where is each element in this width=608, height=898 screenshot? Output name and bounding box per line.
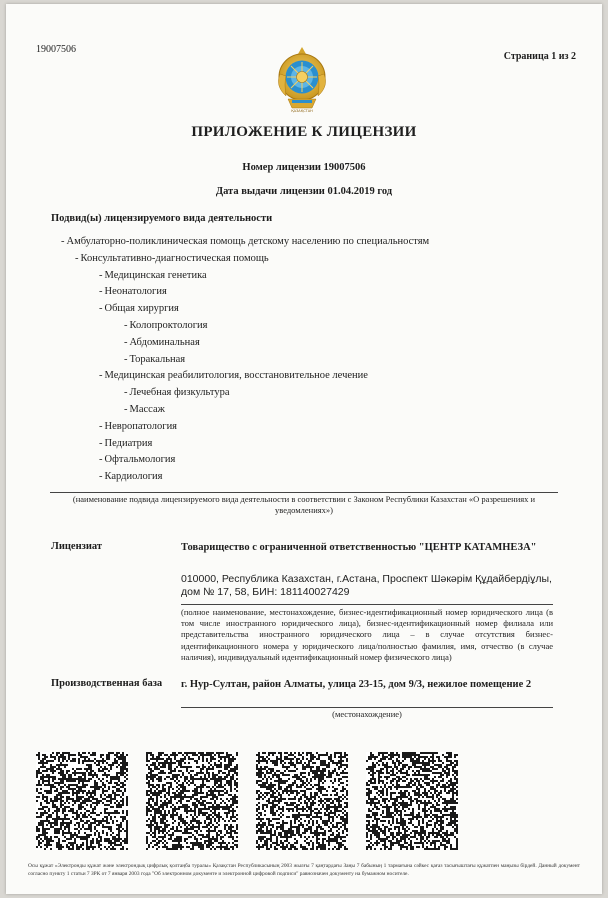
subtype-label: Медицинская генетика xyxy=(104,269,207,281)
list-dash: - xyxy=(124,404,128,415)
licensee-name: Товарищество с ограниченной ответственностью "ЦЕНТР КАТАМНЕЗА" xyxy=(181,542,537,553)
list-dash: - xyxy=(124,353,128,365)
page-indicator: Страница 1 из 2 xyxy=(503,51,576,62)
subtype-item xyxy=(99,303,179,314)
subtype-label: Массаж xyxy=(129,404,165,415)
divider xyxy=(181,707,553,708)
subtype-label: Медицинская реабилитология, восстановительное лечение xyxy=(104,370,368,382)
licensee-address: 010000, Республика Казахстан, г.Астана, Проспект Шәкәрім Құдайбердіұлы, дом № 17, 58, БИН: 181140027429 xyxy=(181,573,552,598)
document-number: 19007506 xyxy=(36,44,76,55)
svg-text:ҚАЗАҚСТАН: ҚАЗАҚСТАН xyxy=(291,109,313,113)
subtype-label: Консультативно-диагностическая помощь xyxy=(80,252,269,264)
list-dash: - xyxy=(99,286,103,298)
list-dash: - xyxy=(75,252,79,264)
licensee-label: Лицензиат xyxy=(51,541,103,552)
issue-date: Дата выдачи лицензии 01.04.2019 год xyxy=(215,186,393,197)
subtype-label: Кардиология xyxy=(104,471,163,483)
subtype-label: Невропатология xyxy=(104,420,178,432)
subtype-label: Лечебная физкультура xyxy=(129,387,230,399)
subtype-item xyxy=(124,387,230,398)
subtype-item xyxy=(124,320,207,331)
subtype-item xyxy=(99,471,162,482)
page-title: ПРИЛОЖЕНИЕ К ЛИЦЕНЗИИ xyxy=(191,124,417,140)
qr-code-3 xyxy=(256,752,348,850)
list-dash: - xyxy=(124,387,128,399)
subtype-item xyxy=(99,438,152,449)
list-dash: - xyxy=(61,236,65,247)
subtype-label: Педиатрия xyxy=(104,437,153,449)
list-dash: - xyxy=(99,420,103,432)
license-number: Номер лицензии 19007506 xyxy=(242,162,366,173)
subtype-item xyxy=(99,270,207,281)
list-dash: - xyxy=(124,336,128,348)
list-dash: - xyxy=(124,320,128,331)
subtype-label: Колопроктология xyxy=(129,320,208,331)
divider xyxy=(181,604,553,605)
subtypes-heading: Подвид(ы) лицензируемого вида деятельности xyxy=(51,213,273,224)
list-dash: - xyxy=(99,437,103,449)
legal-footer: Осы құжат «Электронды құжат және электрондық цифрлық қолтаңба туралы» Қазақстан Республикасының 2003 жылғы 7 қаңтардағы Заңы 7 бабының 1 тармағына сәйкес қағаз тасығыштағы құжатпен маңызы бірдей. Данный документ согласно пункту 1 статьи 7 ЗРК от 7 января 2003 года "Об электронном документе и электронной цифровой подписи" равнозначен документу на бумажном носителе. xyxy=(28,863,580,877)
subtype-item xyxy=(99,286,167,297)
subtype-item xyxy=(124,404,165,415)
list-dash: - xyxy=(99,471,103,483)
subtype-label: Амбулаторно-поликлиническая помощь детскому населению по специальностям xyxy=(66,236,430,247)
list-dash: - xyxy=(99,269,103,281)
qr-code-1 xyxy=(36,752,128,850)
subtype-item xyxy=(61,236,429,247)
qr-code-4 xyxy=(366,752,458,850)
list-dash: - xyxy=(99,370,103,382)
subtype-item xyxy=(75,253,269,264)
subtype-item xyxy=(99,370,368,381)
state-emblem-icon xyxy=(274,44,330,114)
qr-code-2 xyxy=(146,752,238,850)
list-dash: - xyxy=(99,454,103,466)
license-appendix-page xyxy=(6,4,602,894)
licensee-note: (полное наименование, местонахождение, бизнес-идентификационный номер юридического лица (в том числе иностранного юридического лица), бизнес-идентификационный номер филиала или представительства иностранного юридического лица – в случае отсутствия бизнес-идентификационного номера у юридического лица/полностью фамилия, имя, отчество (в случае наличия), индивидуальный идентификационный номер физического лица) xyxy=(181,607,553,662)
subtype-label: Общая хирургия xyxy=(104,303,179,315)
subtype-label: Офтальмология xyxy=(104,454,176,466)
subtype-label: Неонатология xyxy=(104,286,167,298)
subtype-label: Торакальная xyxy=(129,353,186,365)
subtype-item xyxy=(124,354,185,365)
production-base-caption: (местонахождение) xyxy=(332,709,402,719)
subtypes-caption: (наименование подвида лицензируемого вида деятельности в соответствии с Законом Республики Казахстан «О разрешениях и уведомлениях») xyxy=(72,494,536,515)
subtype-item xyxy=(99,421,177,432)
subtype-item xyxy=(99,454,175,465)
production-base-label: Производственная база xyxy=(51,678,163,689)
divider xyxy=(50,492,558,493)
list-dash: - xyxy=(99,303,103,315)
subtype-item xyxy=(124,337,200,348)
production-base-address: г. Нур-Султан, район Алматы, улица 23-15, дом 9/3, нежилое помещение 2 xyxy=(181,679,532,690)
subtype-label: Абдоминальная xyxy=(129,336,200,348)
